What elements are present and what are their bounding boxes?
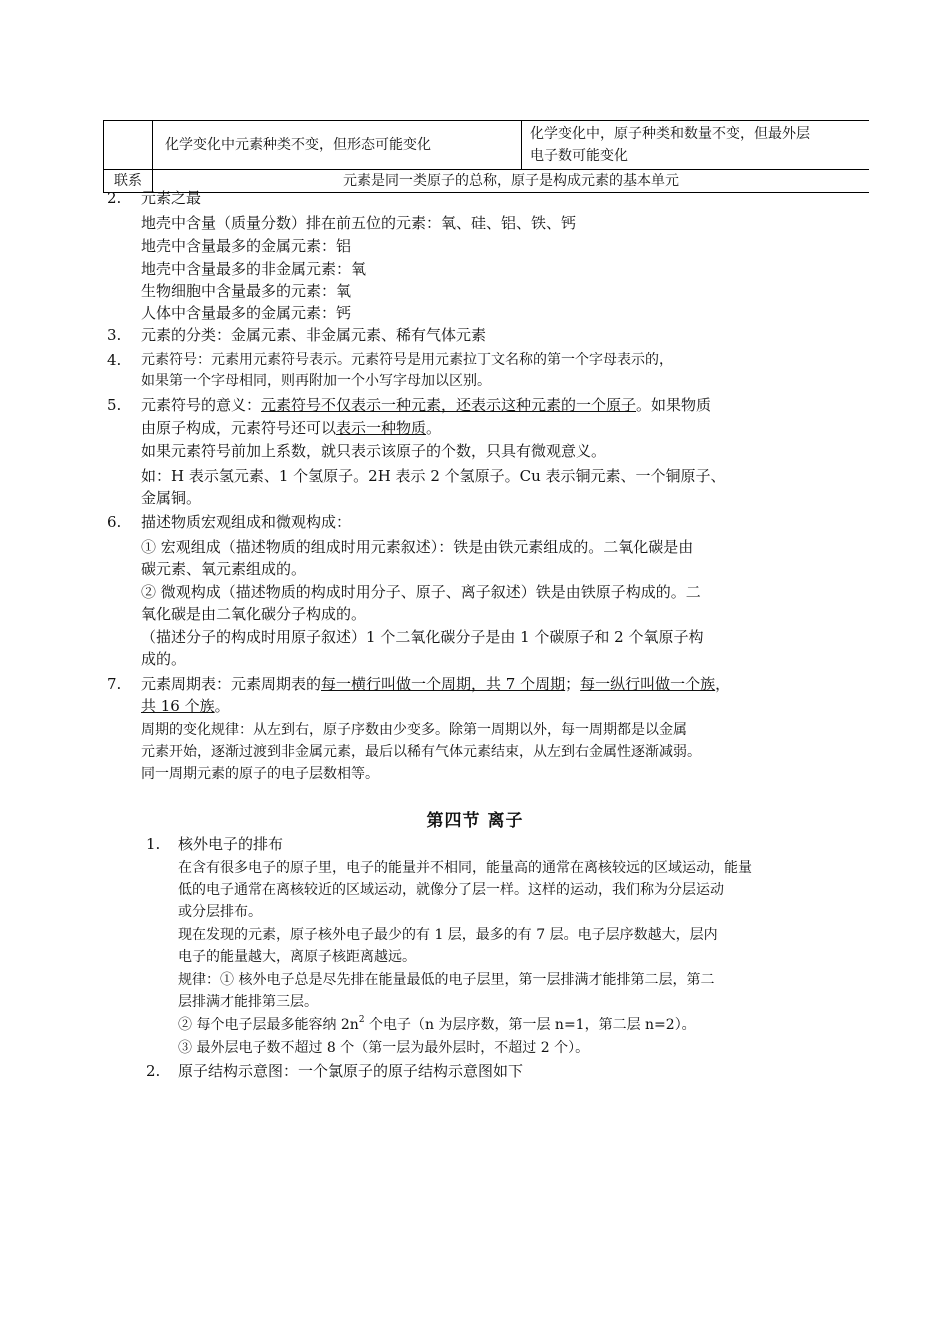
- text-line: 氧化碳是由二氧化碳分子构成的。: [141, 605, 367, 623]
- text-line: 成的。: [141, 650, 187, 668]
- list-number: 2.: [107, 189, 122, 207]
- text-line: 生物细胞中含量最多的元素：氧: [141, 282, 352, 300]
- text-line: 如果第一个字母相同，则再附加一个小写字母加以区别。: [141, 373, 491, 389]
- text-line: ③ 最外层电子数不超过 8 个（第一层为最外层时，不超过 2 个）。: [178, 1040, 590, 1056]
- text-line: 元素周期表：元素周期表的每一横行叫做一个周期，共 7 个周期；每一纵行叫做一个族，: [141, 675, 731, 693]
- list-item-title: 核外电子的排布: [178, 835, 284, 853]
- list-number: 5.: [107, 396, 122, 414]
- text-line: 金属铜。: [141, 489, 202, 507]
- list-number: 3.: [107, 326, 122, 344]
- underlined-phrase: 每一横行叫做一个周期，共 7 个周期: [321, 675, 566, 693]
- cell-text-line: 电子数可能变化: [530, 148, 628, 164]
- text-line: 共 16 个族。: [141, 697, 230, 715]
- underlined-phrase: 每一纵行叫做一个族: [580, 675, 716, 693]
- text-line: 电子的能量越大，离原子核距离越远。: [178, 949, 416, 965]
- text-line: 层排满才能排第三层。: [178, 994, 318, 1010]
- text-line: 地壳中含量（质量分数）排在前五位的元素：氧、硅、铝、铁、钙: [141, 214, 577, 232]
- cell-text-line: 化学变化中，原子种类和数量不变，但最外层: [530, 126, 810, 142]
- cell-text: 化学变化中元素种类不变，但形态可能变化: [165, 137, 431, 153]
- text-line: 人体中含量最多的金属元素：钙: [141, 304, 352, 322]
- section-title: 第四节 离子: [426, 811, 524, 831]
- text-line: 低的电子通常在离核较近的区域运动，就像分了层一样。这样的运动，我们称为分层运动: [178, 882, 724, 898]
- text-line: 周期的变化规律：从左到右，原子序数由少变多。除第一周期以外，每一周期都是以金属: [141, 722, 687, 738]
- underlined-phrase: 共 16 个族: [141, 697, 215, 715]
- text-line: 地壳中含量最多的金属元素：铝: [141, 237, 352, 255]
- text-line: 原子结构示意图：一个氯原子的原子结构示意图如下: [178, 1062, 524, 1080]
- text-line: 碳元素、氧元素组成的。: [141, 560, 307, 578]
- list-number: 6.: [107, 513, 122, 531]
- text-line: 现在发现的元素，原子核外电子最少的有 1 层，最多的有 7 层。电子层序数越大，层内: [178, 927, 718, 943]
- table-cell: [522, 121, 870, 170]
- text-line: 规律：① 核外电子总是尽先排在能量最低的电子层里，第一层排满才能排第二层，第二: [178, 972, 715, 988]
- list-number: 4.: [107, 351, 122, 369]
- text-line: 元素开始，逐渐过渡到非金属元素，最后以稀有气体元素结束，从左到右金属性逐渐减弱。: [141, 744, 701, 760]
- text-line: 如果元素符号前加上系数，就只表示该原子的个数，只具有微观意义。: [141, 442, 607, 460]
- text-line: 由原子构成，元素符号还可以表示一种物质。: [141, 419, 442, 437]
- table-cell: 元素是同一类原子的总称，原子是构成元素的基本单元: [153, 170, 870, 193]
- superscript: 2: [358, 1015, 365, 1025]
- text-line: 地壳中含量最多的非金属元素：氧: [141, 260, 367, 278]
- list-number: 2.: [146, 1062, 161, 1080]
- table-row: [104, 170, 870, 193]
- comparison-table: [103, 120, 869, 193]
- text-line: ② 每个电子层最多能容纳 $2n^2$ 个电子（n 为层序数，第一层 n=1，第二层 n=2）。: [178, 1015, 696, 1033]
- table-cell: [153, 121, 522, 170]
- list-number: 7.: [107, 675, 122, 693]
- text-line: 元素的分类：金属元素、非金属元素、稀有气体元素: [141, 326, 487, 344]
- text-line: ② 微观构成（描述物质的构成时用分子、原子、离子叙述）铁是由铁原子构成的。二: [141, 583, 701, 601]
- list-item-title: 描述物质宏观组成和微观构成：: [141, 513, 352, 531]
- table-cell-empty: [104, 121, 153, 170]
- list-item-title: 元素之最: [141, 189, 202, 207]
- text-line: ① 宏观组成（描述物质的组成时用元素叙述）：铁是由铁元素组成的。二氧化碳是由: [141, 538, 694, 556]
- text-line: 如：H 表示氢元素、1 个氢原子。2H 表示 2 个氢原子。Cu 表示铜元素、一个铜原子、: [141, 467, 726, 485]
- text-line: 在含有很多电子的原子里，电子的能量并不相同，能量高的通常在离核较远的区域运动，能量: [178, 860, 752, 876]
- text-line: （描述分子的构成时用原子叙述）1 个二氧化碳分子是由 1 个碳原子和 2 个氧原子构: [141, 628, 704, 646]
- underlined-phrase: 表示一种物质: [336, 419, 427, 437]
- row-label: 联系: [104, 170, 153, 193]
- text-line: 或分层排布。: [178, 904, 262, 920]
- text-line: 同一周期元素的原子的电子层数相等。: [141, 766, 379, 782]
- table-row: [104, 121, 870, 170]
- text-line: 元素符号：元素用元素符号表示。元素符号是用元素拉丁文名称的第一个字母表示的，: [141, 352, 673, 368]
- list-number: 1.: [146, 835, 161, 853]
- underlined-phrase: 元素符号不仅表示一种元素，还表示这种元素的一个原子: [261, 396, 637, 414]
- text-line: 元素符号的意义：元素符号不仅表示一种元素，还表示这种元素的一个原子。如果物质: [141, 396, 712, 414]
